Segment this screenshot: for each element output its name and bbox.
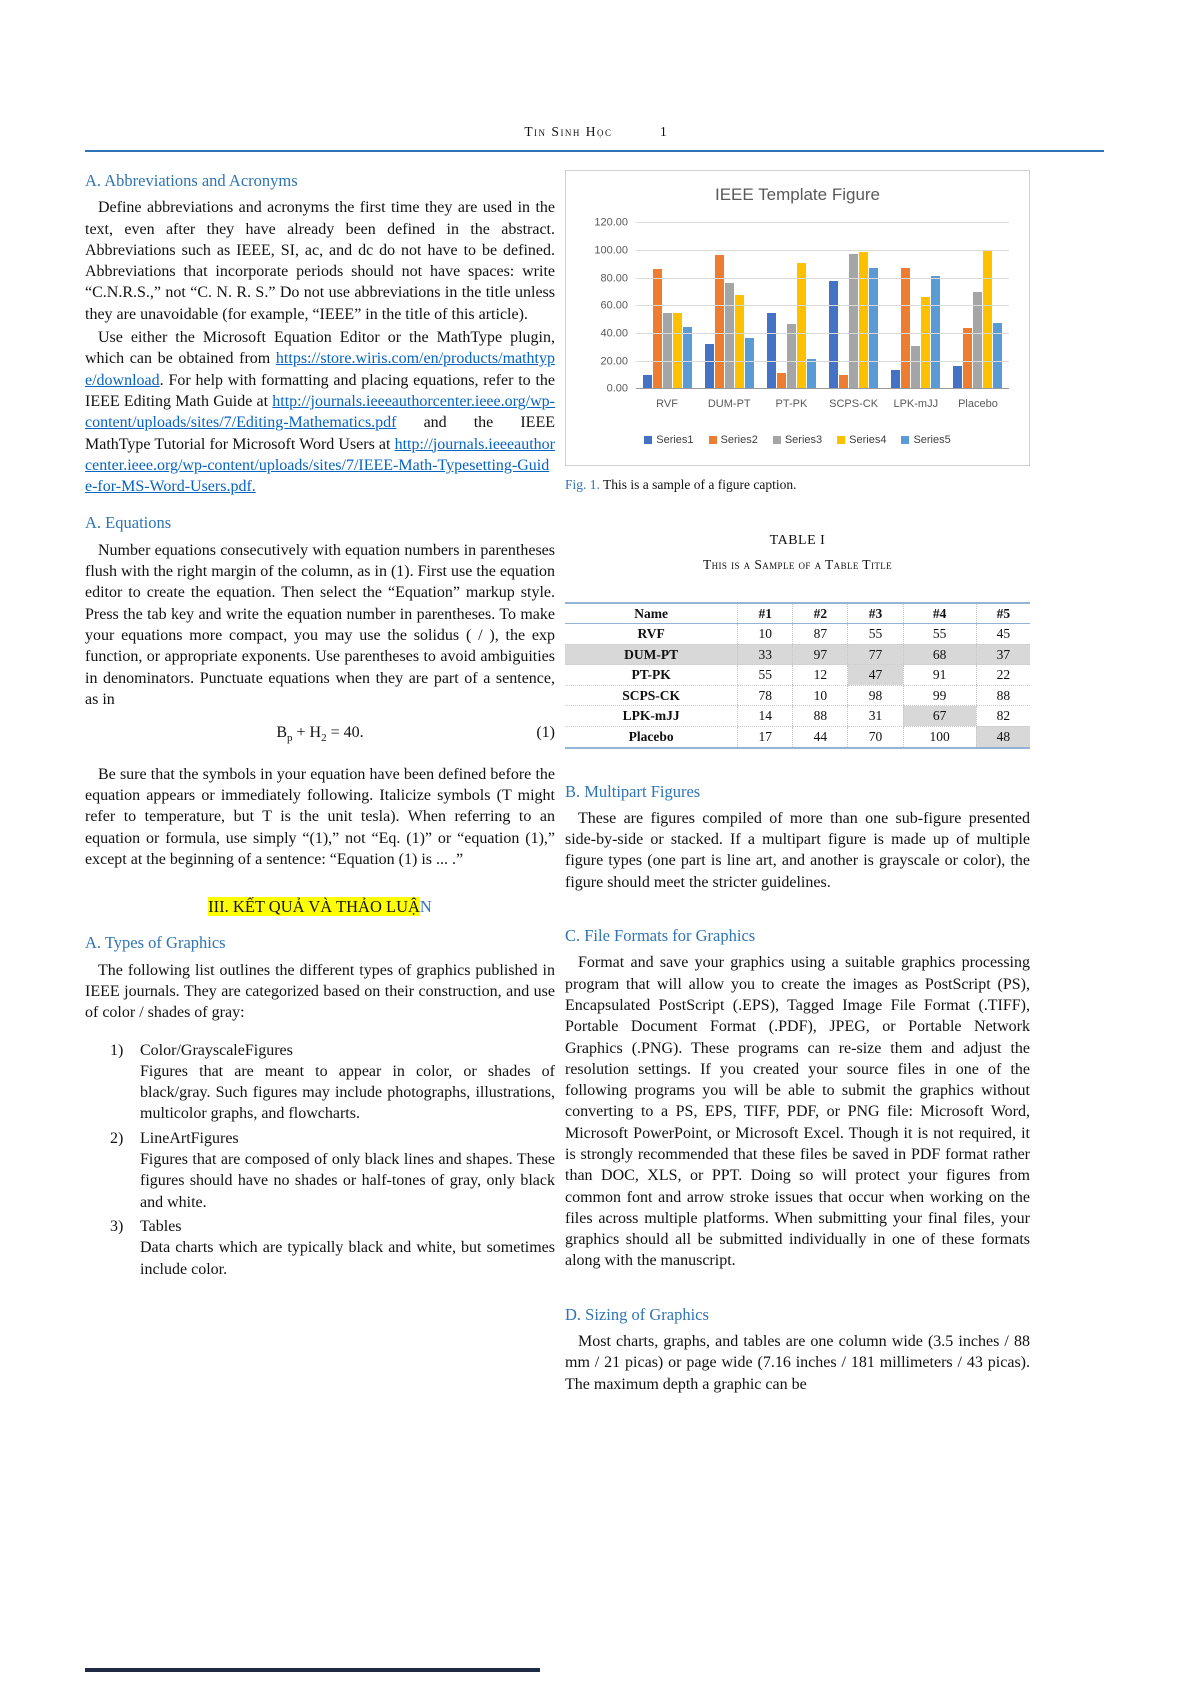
table-cell: 98 [848,685,903,706]
chart-bar [839,375,848,389]
legend-swatch [709,436,717,444]
chart-bar [849,254,858,390]
chart-x-axis [636,394,1009,415]
table-label: TABLE I [769,533,826,549]
legend-swatch [644,436,652,444]
list-item-head [110,1216,555,1237]
list-item-number: 1) [110,1041,124,1059]
equation-term: = 40. [326,724,364,742]
table-cell: 31 [848,706,903,727]
paragraph-file-formats: Format and save your graphics using a suitable graphics processing program that will allow you to create the images as PostScript (PS), Encapsulated PostScript (.EPS), Tagged Image File Format (.TIFF), Portable Document Format (.PDF), JPEG, or Portable Network Graphics (.PNG). These programs can re-size them and adjust the resolution settings. If you created your source files in one of the following programs you will be able to submit the graphics without converting to a PS, EPS, TIFF, PDF, or PNG file: Microsoft Word, Microsoft PowerPoint, or Microsoft Excel. Though it is not required, it is strongly recommended that these files be saved in PDF format rather than DOC, XLS, or PPT. Doing so will protect your figures from common font and arrow stroke issues that occur when working on the files across multiple platforms. When submitting your final files, your graphics should all be submitted individually in one of these formats along with the manuscript. [565,954,1030,1270]
page-number: 1 [659,124,667,139]
chart-bar [683,327,692,389]
section-heading-abbreviations: A. Abbreviations and Acronyms [85,171,298,190]
chart-bar [787,324,796,389]
paragraph-types-intro: The following list outlines the different types of graphics published in IEEE journals. They are categorized based on their construction, and use of color / shades of gray: [85,961,555,1022]
table-cell: 67 [903,706,976,727]
table-cell: 47 [848,665,903,686]
table-cell: 22 [976,665,1030,686]
chart-bars [636,223,1009,389]
data-table [565,602,1030,749]
legend-label: Series2 [720,433,758,446]
figure-caption-label: Fig. 1. [565,476,600,492]
table-header-row [565,603,1030,624]
chart-x-tick-label: Placebo [958,398,998,411]
table-cell: 88 [976,685,1030,706]
link-mathtype-download[interactable]: https://store.wiris.com/en/products/mathtype/download [85,350,555,389]
chart-bar [715,255,724,389]
table-header-cell: #2 [793,603,848,624]
chart-bar [807,359,816,389]
table-cell: 17 [738,726,793,747]
table-cell: 48 [976,726,1030,747]
chart-bar [735,295,744,389]
section-heading-results [85,896,555,917]
table-cell: 45 [976,624,1030,645]
equation-number: (1) [536,724,555,742]
section-heading-multipart: B. Multipart Figures [565,781,701,801]
table-row [565,726,1030,747]
chart-gridline [636,388,1009,389]
chart-plot [594,216,1009,395]
chart-bar [891,370,900,389]
table-cell: 55 [738,665,793,686]
table-cell: 12 [793,665,848,686]
paragraph-equations-1: Number equations consecutively with equation numbers in parentheses flush with the right margin of the column, as in (1). First use the equation editor to create the equation. Then select the “Equation” markup style. Press the tab key and write the equation number in parentheses. To make your equations more compact, you may use the solidus ( / ), the exp function, or appropriate exponents. Use parentheses to avoid ambiguities in denominators. Punctuate equations when they are part of a sentence, as in [85,541,555,708]
chart-bar [973,292,982,389]
legend-label: Series5 [913,433,951,446]
chart-bar [643,375,652,389]
section-heading-equations: A. Equations [85,513,172,533]
legend-swatch [901,436,909,444]
highlighted-text: III. KẾT QUẢ VÀ THẢO LUẬ [208,897,420,917]
legend-label: Series3 [784,433,823,446]
bottom-rule [85,1668,540,1672]
list-item-head [110,1128,555,1149]
table-row-name-cell: Placebo [565,726,738,747]
section-heading-file-formats: C. File Formats for Graphics [565,926,756,946]
paragraph-equations-2: Be sure that the symbols in your equation have been defined before the equation appears or immediately following. Italicize symbols (T might refer to temperature, but T is the unit tesla). When referring to an equation or formula, use simply “(1),” not “Eq. (1)” or “equation (1),” except at the beginning of a sentence: “Equation (1) is ... .” [85,765,555,868]
chart-bar-group [947,223,1009,389]
table-header-cell: Name [565,603,738,624]
legend-swatch [773,436,781,444]
chart-bar [767,313,776,389]
legend-item [644,430,693,451]
chart-bar [797,263,806,389]
chart-y-tick-label: 0.00 [606,382,628,395]
table-row-name-cell: LPK-mJJ [565,706,738,727]
paragraph-sizing: Most charts, graphs, and tables are one column wide (3.5 inches / 88 mm / 21 picas) or page wide (7.16 inches / 181 millimeters / 43 picas). The maximum depth a graphic can be [565,1333,1030,1393]
chart-legend [578,430,1017,451]
right-column [565,170,1030,1397]
chart-gridline [636,250,1009,251]
table-title: This is a Sample of a Table Title [702,557,893,573]
header-rule [85,150,1104,152]
legend-item [901,430,950,451]
chart-bar [705,344,714,390]
list-item-title: Color/GrayscaleFigures [140,1041,293,1059]
table-cell: 88 [793,706,848,727]
chart-bar-group [885,223,947,389]
chart-bar [725,283,734,390]
table-cell: 33 [738,644,793,665]
chart-x-tick-label: DUM-PT [707,398,751,411]
table-cell: 97 [793,644,848,665]
list-item-head [110,1040,555,1061]
chart-bar [777,373,786,390]
table-cell: 55 [903,624,976,645]
paragraph-mathtype [85,327,555,497]
paragraph-multipart: These are figures compiled of more than one sub-figure presented side-by-side or stacked. If a multipart figure is made up of multiple figure types (one part is line art, and another is grayscale or color), the figure should meet the stricter guidelines. [565,809,1030,891]
table-cell: 70 [848,726,903,747]
table-body [565,624,1030,748]
chart-x-tick-label: SCPS-CK [829,398,879,411]
legend-label: Series4 [849,433,887,446]
table-header-cell: #5 [976,603,1030,624]
legend-swatch [837,436,845,444]
table-row [565,624,1030,645]
chart-y-tick-label: 40.00 [600,327,628,340]
table-cell: 10 [738,624,793,645]
table-row [565,644,1030,665]
table-header-cell: #1 [738,603,793,624]
graphics-types-list [85,1040,555,1280]
table-cell: 14 [738,706,793,727]
legend-item [773,430,822,451]
equation-term: B [276,724,288,742]
list-item-title: LineArtFigures [140,1129,239,1147]
chart-gridline [636,305,1009,306]
table-header-cell: #3 [848,603,903,624]
legend-label: Series1 [656,433,694,446]
chart-bar [869,268,878,390]
journal-title: Tin Sinh Học [524,124,613,139]
figure-caption [565,476,1030,494]
chart-gridline [636,278,1009,279]
text-segment: and the IEEE MathType Tutorial for Microsoft Word Users at [85,414,555,453]
legend-item [837,430,886,451]
legend-item [709,430,758,451]
list-item [85,1040,555,1125]
chart-bar [653,269,662,389]
chart-x-tick-label: RVF [656,398,678,411]
left-column [85,170,555,1283]
chart-bar [921,297,930,390]
chart-gridline [636,333,1009,334]
equation-term: + H [292,724,322,742]
chart-bar [963,328,972,389]
table-row [565,685,1030,706]
table-row-name-cell: RVF [565,624,738,645]
chart-bar-group [760,223,822,389]
chart-x-tick-label: LPK-mJJ [893,398,939,411]
chart-y-tick-label: 100.00 [594,244,628,257]
list-item-body: Figures that are composed of only black lines and shapes. These figures should have no shades or half-tones of gray, only black and white. [140,1151,555,1211]
table-cell: 91 [903,665,976,686]
chart-bar [673,313,682,389]
heading-tail: N [419,897,432,917]
table-cell: 55 [848,624,903,645]
chart-bar [953,366,962,390]
table-row-name-cell: DUM-PT [565,644,738,665]
chart-bar [745,338,754,389]
text-segment: Use either the Microsoft Equation Editor or the MathType plugin, which can be obtained from [85,329,555,368]
table-cell: 44 [793,726,848,747]
list-item-number: 3) [110,1217,124,1235]
section-heading-types-of-graphics: A. Types of Graphics [85,933,226,953]
chart-bar [983,251,992,389]
equation [85,722,555,749]
chart-bar [901,268,910,390]
table-cell: 82 [976,706,1030,727]
list-item-body: Figures that are meant to appear in color, or shades of black/gray. Such figures may include photographs, illustrations, multicolor graphs, and flowcharts. [140,1062,555,1123]
table-cell: 99 [903,685,976,706]
list-item-number: 2) [110,1129,124,1147]
list-item [85,1216,555,1280]
list-item-title: Tables [140,1217,182,1235]
chart-y-tick-label: 120.00 [594,216,628,229]
chart-gridline [636,361,1009,362]
table-cell: 78 [738,685,793,706]
chart-title: IEEE Template Figure [714,185,881,204]
list-item-body: Data charts which are typically black and white, but sometimes include color. [140,1239,555,1278]
table-row-name-cell: SCPS-CK [565,685,738,706]
table-cell: 77 [848,644,903,665]
table-cell: 87 [793,624,848,645]
table-cell: 100 [903,726,976,747]
running-header [0,124,1191,140]
list-item [85,1128,555,1213]
table-row [565,706,1030,727]
figure-1 [565,170,1030,466]
chart-x-tick-label: PT-PK [775,398,808,411]
chart-bar-group [698,223,760,389]
chart-y-tick-label: 80.00 [600,272,628,285]
chart-bar [859,252,868,389]
table-row-name-cell: PT-PK [565,665,738,686]
table-cell: 37 [976,644,1030,665]
equation-subscript: p [287,732,293,745]
figure-caption-text: This is a sample of a figure caption. [599,476,797,492]
chart-bar [829,281,838,389]
text-segment: . For help with formatting and placing equations, refer to the IEEE Editing Math Guide at [85,371,555,410]
link-mathtype-tutorial[interactable]: http://journals.ieeeauthorcenter.ieee.org/wp-content/uploads/sites/7/IEEE-Math-Typesetting-Guide-for-MS-Word-Users.pdf. [85,435,555,496]
chart-bar [663,313,672,389]
chart-bar-group [823,223,885,389]
chart-y-tick-label: 20.00 [600,355,628,368]
equation-subscript: 2 [321,732,327,745]
table-cell: 10 [793,685,848,706]
table-cell: 68 [903,644,976,665]
table-header-cell: #4 [903,603,976,624]
table-header [565,603,1030,624]
section-heading-sizing: D. Sizing of Graphics [565,1304,709,1324]
chart-y-tick-label: 60.00 [600,299,628,312]
chart-gridline [636,222,1009,223]
chart-bar-group [636,223,698,389]
paragraph-abbreviations: Define abbreviations and acronyms the first time they are used in the text, even after they have already been defined in the abstract. Abbreviations such as IEEE, SI, ac, and dc do not have to be defined. Abbreviations that incorporate periods should not have spaces: write “C.N.R.S.,” not “C. N. R. S.” Do not use abbreviations in the title unless they are unavoidable (for example, “IEEE” in the title of this article). [85,199,555,323]
table-row [565,665,1030,686]
link-editing-math-guide[interactable]: http://journals.ieeeauthorcenter.ieee.org/wp-content/uploads/sites/7/Editing-Mathematics.pdf [85,392,555,432]
chart-bar [911,346,920,389]
